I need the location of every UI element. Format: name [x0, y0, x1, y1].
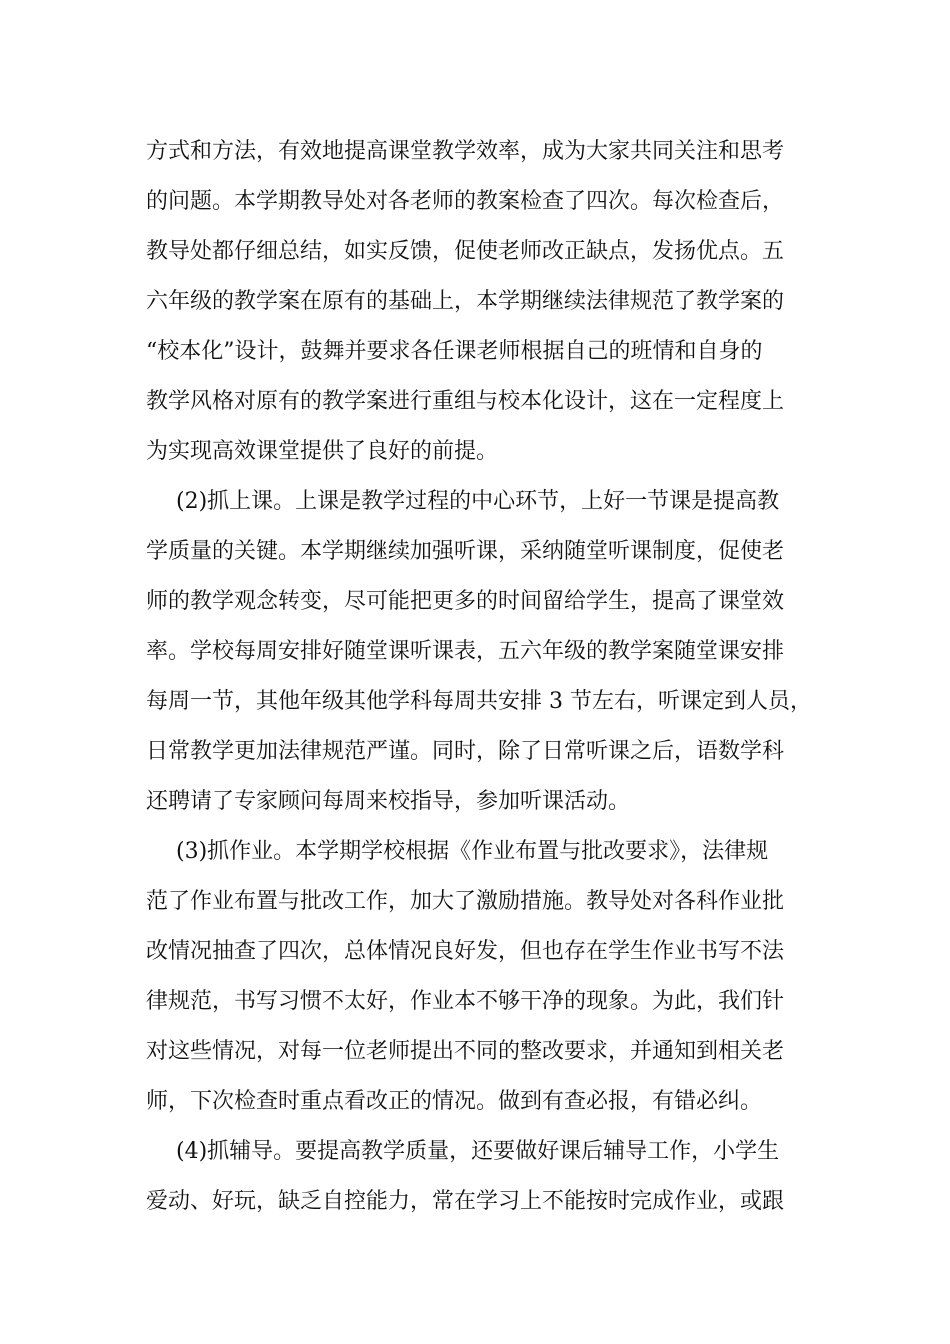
- text-line: 教学风格对原有的教学案进行重组与校本化设计，这在一定程度上: [146, 389, 785, 414]
- text-line: 爱动、好玩，缺乏自控能力，常在学习上不能按时完成作业，或跟: [146, 1189, 785, 1214]
- body-text: [146, 132, 826, 1232]
- text-line: 日常教学更加法律规范严谨。同时，除了日常听课之后，语数学科: [146, 739, 785, 764]
- text-line: 改情况抽查了四次，总体情况良好发，但也存在学生作业书写不法: [146, 939, 785, 964]
- text-line: 对这些情况，对每一位老师提出不同的整改要求，并通知到相关老: [146, 1039, 785, 1064]
- text-line: 的问题。本学期教导处对各老师的教案检查了四次。每次检查后，: [146, 189, 785, 214]
- paragraph-start-line: (2)抓上课。上课是教学过程的中心环节，上好一节课是提高教: [176, 489, 780, 514]
- text-line: 师，下次检查时重点看改正的情况。做到有查必报，有错必纠。: [146, 1089, 763, 1114]
- paragraph-start-line: (4)抓辅导。要提高教学质量，还要做好课后辅导工作，小学生: [176, 1139, 780, 1164]
- text-line: 为实现高效课堂提供了良好的前提。: [146, 439, 499, 464]
- text-line: 律规范，书写习惯不太好，作业本不够干净的现象。为此，我们针: [146, 989, 785, 1014]
- text-line: “校本化”设计，鼓舞并要求各任课老师根据自己的班情和自身的: [146, 339, 763, 364]
- text-line: 还聘请了专家顾问每周来校指导，参加听课活动。: [146, 789, 631, 814]
- text-line: 教导处都仔细总结，如实反馈，促使老师改正缺点，发扬优点。五: [146, 239, 785, 264]
- paragraph-start-line: (3)抓作业。本学期学校根据《作业布置与批改要求》，法律规: [176, 839, 769, 864]
- text-line: 六年级的教学案在原有的基础上，本学期继续法律规范了教学案的: [146, 289, 785, 314]
- text-line: 范了作业布置与批改工作，加大了激励措施。教导处对各科作业批: [146, 889, 785, 914]
- text-line: 方式和方法，有效地提高课堂教学效率，成为大家共同关注和思考: [146, 139, 785, 164]
- text-line: 学质量的关键。本学期继续加强听课，采纳随堂听课制度，促使老: [146, 539, 785, 564]
- text-line: 每周一节，其他年级其他学科每周共安排 3 节左右，听课定到人员，: [146, 689, 812, 714]
- text-line: 率。学校每周安排好随堂课听课表，五六年级的教学案随堂课安排: [146, 639, 785, 664]
- text-line: 师的教学观念转变，尽可能把更多的时间留给学生，提高了课堂效: [146, 589, 785, 614]
